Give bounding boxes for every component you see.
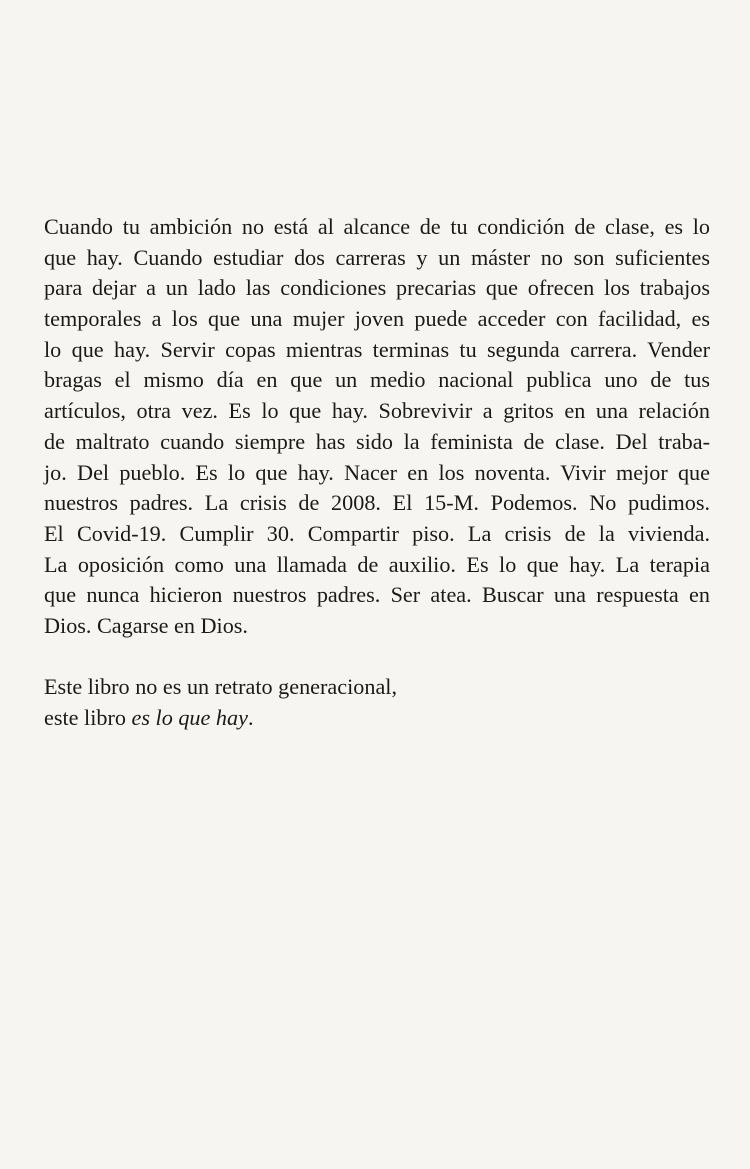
closing-line-2-prefix: este libro — [44, 704, 132, 730]
text-line: artículos, otra vez. Es lo que hay. Sobrevivir a gritos en una relación — [44, 398, 710, 424]
text-line: El Covid-19. Cumplir 30. Compartir piso. La crisis de la vivienda. — [44, 520, 710, 546]
closing-line-1: Este libro no es un retrato generacional, — [44, 674, 398, 699]
text-line: Dios. Cagarse en Dios. — [44, 612, 248, 638]
text-line: La oposición como una llamada de auxilio. Es lo que hay. La terapia — [44, 551, 710, 577]
closing-line-2-italic: es lo que hay — [131, 704, 248, 730]
text-line: lo que hay. Servir copas mientras terminas tu segunda carrera. Vender — [44, 336, 710, 362]
text-line: Cuando tu ambición no está al alcance de tu condición de clase, es lo — [44, 214, 710, 239]
text-line: que hay. Cuando estudiar dos carreras y un máster no son suficientes — [44, 244, 710, 270]
synopsis-paragraph — [44, 212, 710, 642]
text-line: nuestros padres. La crisis de 2008. El 15-M. Podemos. No pudimos. — [44, 490, 710, 516]
text-line: jo. Del pueblo. Es lo que hay. Nacer en los noventa. Vivir mejor que — [44, 459, 710, 485]
closing-line-2-suffix: . — [247, 704, 254, 730]
text-line: que nunca hicieron nuestros padres. Ser atea. Buscar una respuesta en — [44, 582, 710, 608]
text-line: de maltrato cuando siempre has sido la feminista de clase. Del traba- — [44, 428, 710, 454]
text-line: bragas el mismo día en que un medio nacional publica uno de tus — [44, 367, 710, 393]
text-line: para dejar a un lado las condiciones precarias que ofrecen los trabajos — [44, 275, 710, 301]
closing-line-2 — [44, 703, 710, 734]
text-line: temporales a los que una mujer joven puede acceder con facilidad, es — [44, 306, 710, 332]
closing-statement — [44, 672, 710, 733]
